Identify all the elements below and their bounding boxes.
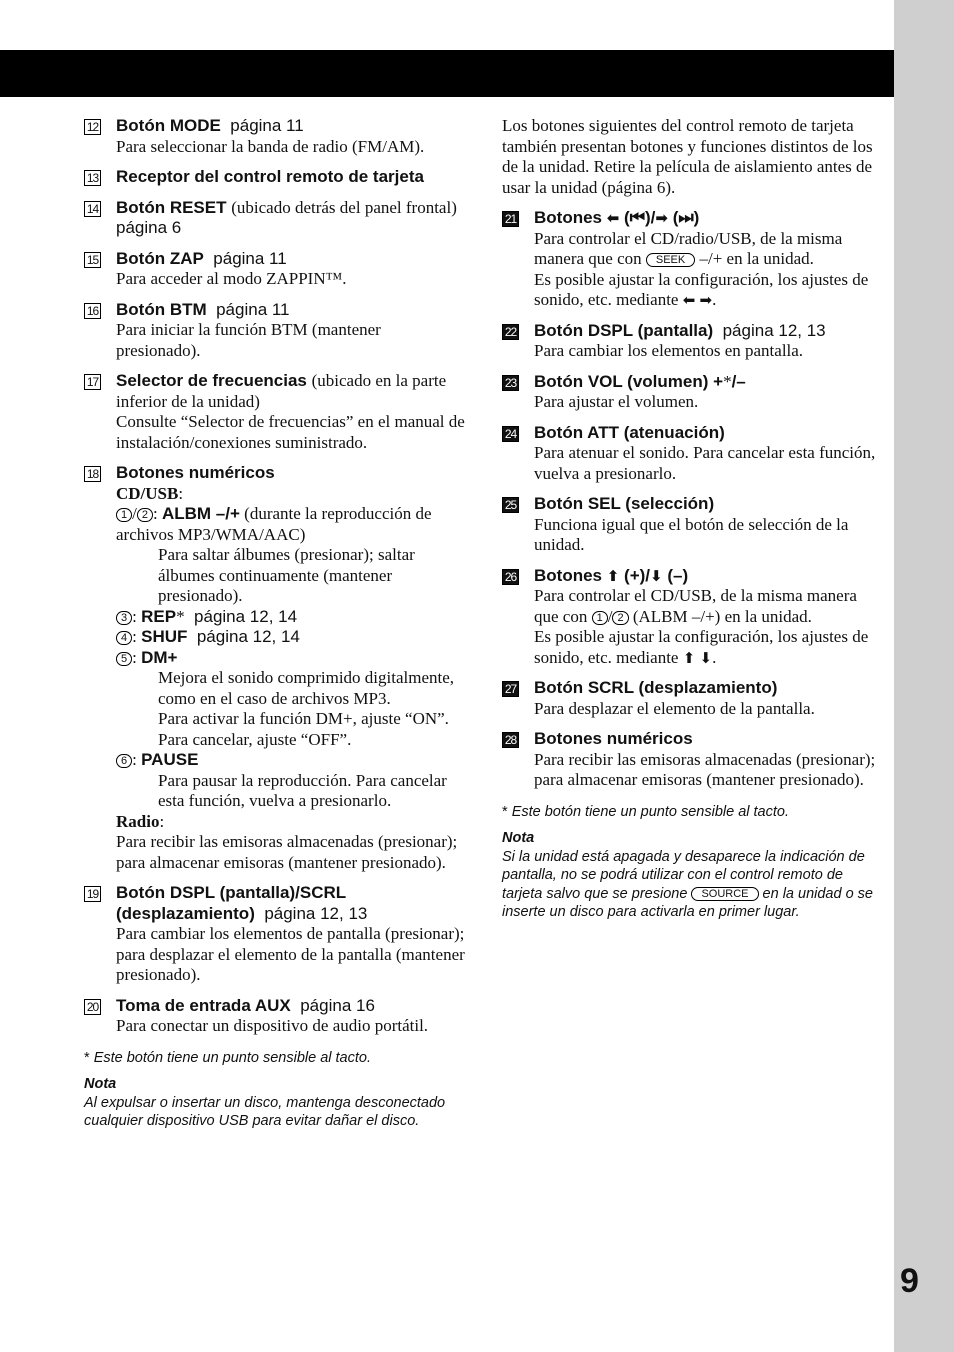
arrow-down-icon: ⬇ [699,648,713,667]
albm-description: Para saltar álbumes (presionar); saltar álbumes continuamente (mantener presionado). [158,545,415,605]
item-description: Para controlar el CD/radio/USB, de la misma manera que con [534,228,843,268]
item-description: Para acceder al modo ZAPPIN™. [116,269,347,288]
arrow-down-icon: ⬇ [650,566,663,585]
item-21 [502,208,884,311]
radio-description: Para recibir las emisoras almacenadas (presionar); para almacenar emisoras (mantener presionado). [116,832,458,872]
item-number: 19 [84,886,101,902]
item-title: Botón BTM [116,299,207,319]
page-reference: página 11 [213,248,287,268]
page-side-tab [894,0,954,1352]
item-title: Botón DSPL (pantalla) [534,320,714,340]
item-location-note: (ubicado detrás del panel frontal) [231,197,457,217]
dm-label: DM+ [141,647,178,667]
item-14 [84,198,469,239]
page-reference: página 11 [230,116,304,135]
note-block [502,829,884,922]
footnote-text: Este botón tiene un punto sensible al tacto. [511,803,789,820]
footnote [502,803,884,822]
arrow-up-icon: ⬆ [682,648,696,667]
item-description: Para recibir las emisoras almacenadas (presionar); para almacenar emisoras (mantener presionado). [534,749,876,789]
pause-description: Para pausar la reproducción. Para cancelar esta función, vuelva a presionarlo. [158,770,447,810]
footnote-star: * [176,606,185,626]
note-title: Nota [84,1076,117,1092]
arrow-up-icon: ⬆ [606,566,620,585]
key-1: 1 [116,508,132,522]
item-number: 16 [84,303,101,319]
key-2: 2 [137,508,153,522]
item-23 [502,372,884,413]
item-28 [502,729,884,791]
footnote [84,1049,469,1068]
key-2: 2 [612,611,628,625]
footnote-star: * [723,371,732,391]
dm-description-2: Para activar la función DM+, ajuste “ON”. Para cancelar, ajuste “OFF”. [158,709,449,749]
item-number: 25 [502,497,519,513]
minus-label: (–) [667,565,689,585]
item-number: 13 [84,170,101,186]
key-5: 5 [116,652,132,666]
item-17 [84,371,469,453]
item-description: Para controlar el CD/USB, de la misma manera que con [534,586,857,626]
item-number: 18 [84,466,101,482]
item-title: Botón DSPL (pantalla)/SCRL (desplazamiento) [116,883,346,923]
item-number: 15 [84,252,101,268]
item-number: 26 [502,569,519,585]
item-description: Para cambiar los elementos de pantalla (presionar); para desplazar el elemento de la pantalla (mantener presionado). [116,924,465,984]
item-description-2: Es posible ajustar la configuración, los ajustes de sonido, etc. mediante [534,627,869,667]
item-number: 20 [84,999,101,1015]
page-reference: página 6 [116,218,182,237]
plus-label: (+)/ [624,565,651,585]
intro-paragraph: Los botones siguientes del control remoto de tarjeta también presentan botones y funciones distintos de los de la unidad. Retire la película de aislamiento antes de usar la unidad (página 6). [502,116,873,197]
colon: : [178,483,184,503]
item-20 [84,996,469,1037]
item-title: Botón MODE [116,116,221,135]
footnote-star: * [502,803,508,820]
page-number: 9 [900,1262,919,1300]
item-title: Botones [534,208,602,227]
slash: / [607,606,613,626]
rep-label: REP [141,606,177,626]
item-description: Para atenuar el sonido. Para cancelar esta función, vuelva a presionarlo. [534,443,876,483]
item-18: 18 Botones numéricos CD/USB: 1 / 2 : ALBM –/+ (durante la reproducción de archivos MP3/WMA/AAC) Para saltar álbumes (presionar); saltar álbumes continuamente (mantener presionado). 3 : REP* página 12, 14 4 : SHUF página 12, 14 5 : DM+ Mejora el sonido comprimido digitalmente, como en el caso de archivos MP3. Para activar la función DM+, ajuste “ON”. Para cancelar, ajuste “OFF”. 6 : PAUSE Para pausar la reproducción. Para cancelar esta función, vuelva a presionarlo. Radio: Para recibir las emisoras almacenadas (presionar); para almacenar emisoras (mantener presionado). [84,463,469,873]
item-number: 21 [502,211,519,227]
item-number: 23 [502,375,519,391]
item-title-cont: /– [731,371,746,391]
page-reference: página 12, 13 [722,320,826,340]
item-number: 28 [502,732,519,748]
footnote-star: * [84,1049,90,1066]
period: . [712,647,717,667]
key-1: 1 [592,611,608,625]
arrow-right-icon: ➡ [699,291,713,309]
item-description-cont: –/+ en la unidad. [699,249,814,268]
arrow-left-icon: ⬅ [606,209,620,227]
item-description: Para seleccionar la banda de radio (FM/AM). [116,136,425,156]
item-number: 24 [502,426,519,442]
item-title: Botones numéricos [116,463,275,482]
note-text-cont: en la unidad o se inserte un disco para activarla en primer lugar. [502,885,873,920]
item-title: Botón RESET [116,197,227,217]
source-key: SOURCE [691,887,758,901]
albm-label: ALBM –/+ [161,504,240,523]
item-19 [84,883,469,986]
item-title: Botón ZAP [116,248,204,268]
key-3: 3 [116,611,132,625]
item-title: Botón VOL (volumen) + [534,371,724,391]
item-description: Para conectar un dispositivo de audio portátil. [116,1016,429,1035]
item-title: Botón SEL (selección) [534,494,715,513]
page-reference: página 12, 14 [196,627,300,646]
item-title: Selector de frecuencias [116,371,307,390]
item-location-note: (ubicado en la parte inferior de la unidad) [116,371,447,411]
item-number: 27 [502,681,519,697]
item-title: Receptor del control remoto de tarjeta [116,167,424,186]
cd-usb-label: CD/USB [116,483,179,503]
item-description-2: Es posible ajustar la configuración, los ajustes de sonido, etc. mediante [534,269,869,309]
page-reference: página 16 [300,995,375,1015]
page-reference: página 12, 14 [194,606,298,626]
radio-label: Radio [116,811,160,831]
page-reference: página 11 [216,299,290,319]
item-title: Botón SCRL (desplazamiento) [534,678,778,697]
item-title: Botones [534,565,602,585]
item-description: Para iniciar la función BTM (mantener presionado). [116,320,381,360]
item-number: 12 [84,119,101,135]
item-15 [84,249,469,290]
item-26 [502,566,884,669]
key-6: 6 [116,754,132,768]
note-text: Si la unidad está apagada y desaparece la indicación de pantalla, no se podrá utilizar con el control remoto de tarjeta salvo que se presione [502,848,865,902]
pause-label: PAUSE [141,750,199,769]
note-title: Nota [502,830,535,846]
item-24 [502,423,884,485]
item-number: 17 [84,374,101,390]
arrow-left-icon: ⬅ [682,291,696,309]
item-16 [84,300,469,362]
left-column [84,116,469,1131]
next-label: (⏭) [672,208,700,227]
item-12 [84,116,469,157]
item-title: Botones numéricos [534,729,693,748]
item-number: 14 [84,201,101,217]
item-description: Funciona igual que el botón de selección de la unidad. [534,514,849,554]
item-description: Para ajustar el volumen. [534,392,699,411]
item-title: Toma de entrada AUX [116,995,291,1015]
item-22 [502,321,884,362]
footnote-text: Este botón tiene un punto sensible al tacto. [93,1049,371,1066]
note-block [84,1075,469,1131]
arrow-right-icon: ➡ [655,209,668,227]
shuf-label: SHUF [141,627,188,646]
item-description: Para desplazar el elemento de la pantalla. [534,698,815,718]
header-bar [0,50,894,97]
albm-note: (durante la reproducción de archivos MP3/WMA/AAC) [116,504,432,544]
key-4: 4 [116,631,132,645]
period: . [712,290,717,309]
note-text: Al expulsar o insertar un disco, mantenga desconectado cualquier dispositivo USB para evitar dañar el disco. [84,1094,446,1129]
dm-description-1: Mejora el sonido comprimido digitalmente, como en el caso de archivos MP3. [158,668,455,708]
item-title: Botón ATT (atenuación) [534,422,725,442]
seek-key: SEEK [646,253,695,267]
item-25 [502,494,884,556]
prev-label: (⏮)/ [624,208,656,227]
item-27 [502,678,884,719]
item-description: Consulte “Selector de frecuencias” en el manual de instalación/conexiones suministrado. [116,412,465,452]
item-description-cont: (ALBM –/+) en la unidad. [632,606,812,626]
right-column [502,116,884,922]
item-13 [84,167,469,188]
page-reference: página 12, 13 [264,903,368,923]
item-number: 22 [502,324,519,340]
item-description: Para cambiar los elementos en pantalla. [534,341,804,360]
